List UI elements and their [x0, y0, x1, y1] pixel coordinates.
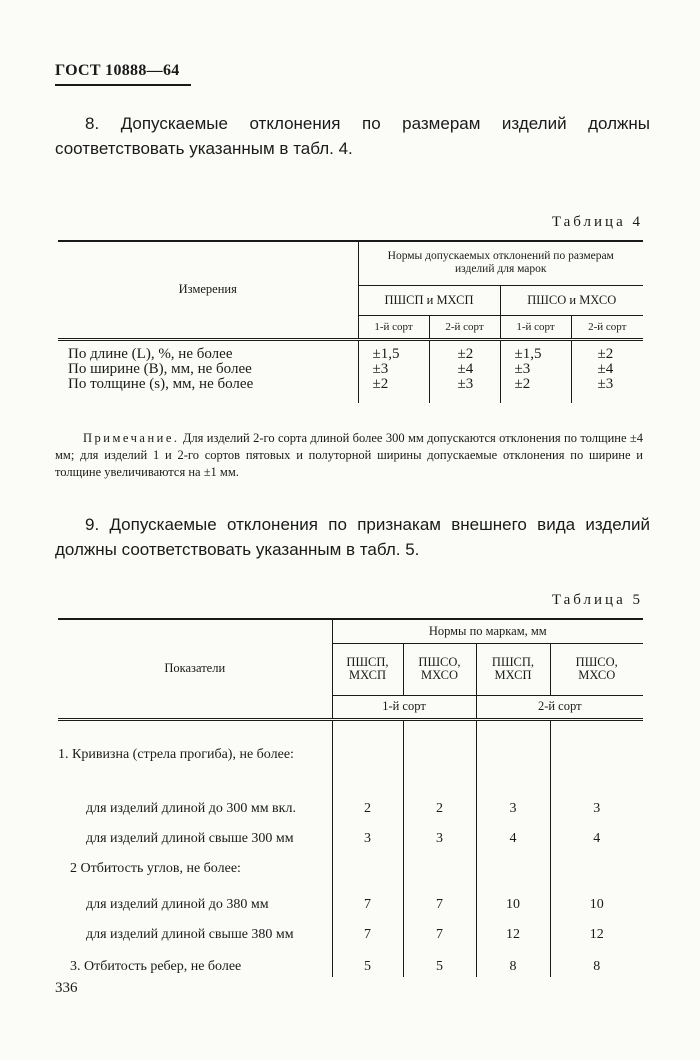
table5-cell: 7: [403, 915, 476, 945]
table5-cell: 2: [332, 765, 403, 819]
table5-row-label: для изделий длиной до 300 мм вкл.: [86, 801, 296, 816]
table4-group-2: ПШСО и МХСО: [500, 285, 643, 315]
table4-row-label: По длине (L), %, не более: [68, 345, 233, 362]
table4-cell: ±3: [514, 360, 531, 377]
table5-cell: 8: [550, 945, 643, 977]
table5-cell: [332, 719, 403, 765]
note-text: Для изделий 2-го сорта длиной более 300 мм допускаются отклонения по толщине ±4 мм; для изделий 1 и 2-го сортов пятовых и полуторной ширины допускаемые отклонения по ширине и толщине увеличиваются на ±1 мм.: [55, 431, 643, 479]
table4-cell: ±2: [514, 375, 531, 392]
table5-cell: 2: [403, 765, 476, 819]
table5-cell: [550, 719, 643, 765]
table4-cell: ±2: [457, 345, 474, 362]
table4-cell: ±4: [597, 360, 614, 377]
table4-sort-1b: 1-й сорт: [500, 315, 571, 339]
table4-cell: ±1,5: [372, 345, 400, 362]
table5-cell: 3: [476, 765, 550, 819]
table5-cell: 7: [403, 879, 476, 915]
table5-cell: 8: [476, 945, 550, 977]
table-5: [58, 618, 643, 977]
header-rule: [55, 84, 191, 86]
table4-sort-1a: 1-й сорт: [358, 315, 429, 339]
table4-group-1: ПШСП и МХСП: [358, 285, 500, 315]
table5-caption: Таблица 5: [551, 592, 643, 608]
table5-row-label: для изделий длиной до 380 мм: [86, 897, 269, 912]
table5-col-indicators: Показатели: [58, 619, 332, 719]
table5-col-2: ПШСО, МХСО: [403, 643, 476, 695]
table4-note: [55, 430, 643, 481]
table5-row-label-text: 1. Кривизна (стрела прогиба), не более:: [58, 747, 294, 762]
table5-sort-1: 1-й сорт: [332, 695, 476, 719]
table5-cell: 12: [550, 915, 643, 945]
page-number: 336: [55, 980, 78, 996]
table5-cell: 10: [476, 879, 550, 915]
table5-cell: 3: [550, 765, 643, 819]
table5-cell: 5: [332, 945, 403, 977]
table5-cell: [403, 719, 476, 765]
table4-caption: Таблица 4: [551, 214, 643, 230]
note-label: Примечание.: [83, 431, 180, 445]
table5-cell: 10: [550, 879, 643, 915]
table5-cell: [403, 849, 476, 879]
table5-col-3: ПШСП, МХСП: [476, 643, 550, 695]
table5-cell: 7: [332, 915, 403, 945]
table4-cell: ±2: [372, 375, 389, 392]
table5-sort-2: 2-й сорт: [476, 695, 643, 719]
table4-row-label: По толщине (s), мм, не более: [68, 375, 254, 392]
table5-col-norms: Нормы по маркам, мм: [332, 619, 643, 643]
table5-cell: 4: [476, 819, 550, 849]
table5-cell: [476, 849, 550, 879]
table5-cell: 4: [550, 819, 643, 849]
table4-col-norms: Нормы допускаемых отклонений по размерам изделий для марок: [358, 241, 643, 285]
table5-col-4: ПШСО, МХСО: [550, 643, 643, 695]
table4-sort-2b: 2-й сорт: [571, 315, 643, 339]
table5-row-label: 2 Отбитость углов, не более:: [70, 861, 241, 876]
table5-row-label: для изделий длиной свыше 300 мм: [86, 831, 294, 846]
paragraph-9: 9. Допускаемые отклонения по признакам внешнего вида изделий должны соответствовать указанным в табл. 5.: [55, 515, 650, 559]
table5-cell: 12: [476, 915, 550, 945]
table5-row-label: для изделий длиной свыше 380 мм: [86, 927, 294, 942]
paragraph-8: 8. Допускаемые отклонения по размерам изделий должны соответствовать указанным в табл. 4.: [55, 114, 650, 158]
table5-cell: 7: [332, 879, 403, 915]
table4-sort-2a: 2-й сорт: [429, 315, 500, 339]
table5-cell: 5: [403, 945, 476, 977]
table5-col-1: ПШСП, МХСП: [332, 643, 403, 695]
table5-cell: [476, 719, 550, 765]
table4-cell: ±3: [372, 360, 389, 377]
table5-cell: [550, 849, 643, 879]
table4-col-measure: Измерения: [58, 241, 358, 339]
table5-row-label: [58, 719, 332, 765]
table4-cell: ±2: [597, 345, 614, 362]
table-4: [58, 240, 643, 403]
standard-header: ГОСТ 10888—64: [55, 62, 180, 79]
table4-cell: ±3: [457, 375, 474, 392]
table4-cell: ±1,5: [514, 345, 542, 362]
table5-row-label: 3. Отбитость ребер, не более: [70, 959, 242, 974]
table5-cell: 3: [332, 819, 403, 849]
table4-cell: ±4: [457, 360, 474, 377]
table5-cell: 3: [403, 819, 476, 849]
table5-cell: [332, 849, 403, 879]
table4-row-label: По ширине (B), мм, не более: [68, 360, 252, 377]
table4-cell: ±3: [597, 375, 614, 392]
